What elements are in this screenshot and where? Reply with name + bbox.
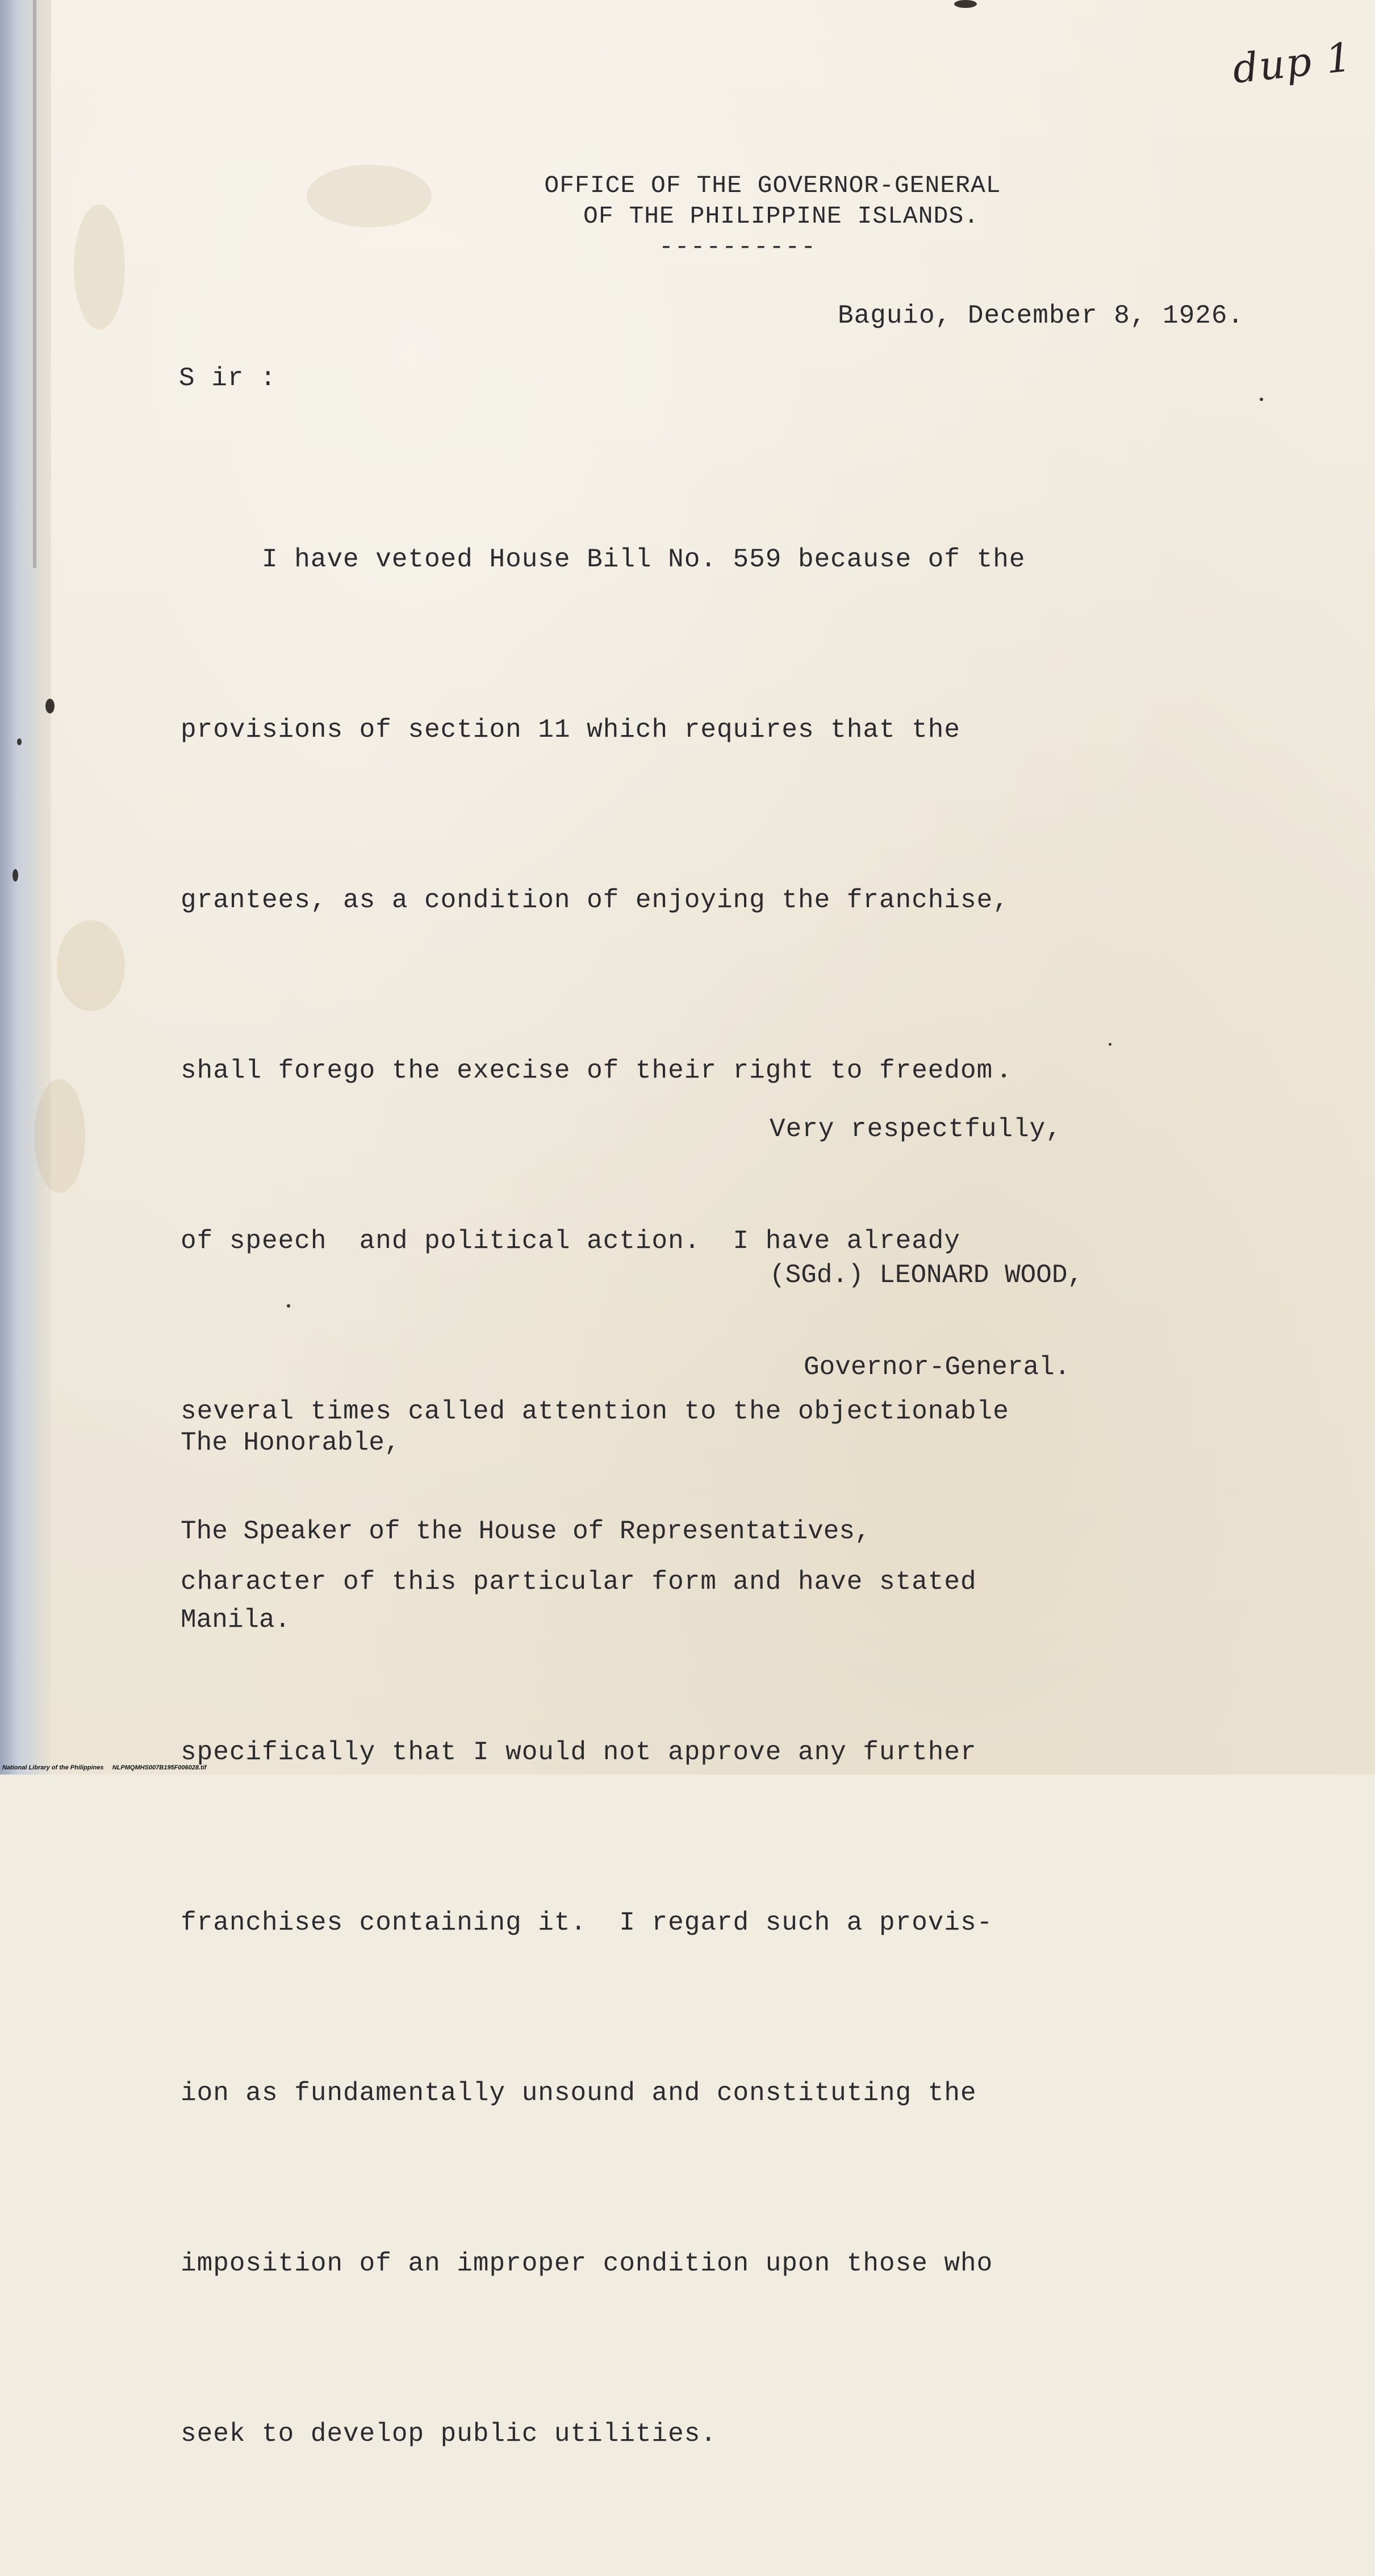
signature-name: (SGd.) LEONARD WOOD, <box>770 1260 1084 1290</box>
addressee-line-1: The Honorable, <box>181 1428 400 1458</box>
body-line: franchises containing it. I regard such a provis- <box>181 1908 993 1938</box>
body-line: I have vetoed House Bill No. 559 because of the <box>181 545 1026 574</box>
letterhead-line-2: OF THE PHILIPPINE ISLANDS. <box>583 202 979 230</box>
archive-footer <box>2 1764 206 1771</box>
letterhead-rule: ---------- <box>659 233 817 261</box>
body-line: character of this particular form and have stated <box>181 1567 977 1597</box>
ink-speck <box>12 869 18 882</box>
body-line: ion as fundamentally unsound and constituting the <box>181 2078 977 2108</box>
letterhead <box>0 170 1375 232</box>
body-line: shall forego the execise of their right to freedom <box>181 1056 993 1085</box>
ink-speck <box>45 699 55 713</box>
ink-speck <box>1109 1043 1111 1046</box>
body-line: imposition of an improper condition upon those who <box>181 2249 993 2278</box>
body-line: specifically that I would not approve any further <box>181 1738 977 1767</box>
addressee-block <box>181 1369 871 1694</box>
ink-speck <box>17 738 22 745</box>
page-edge <box>0 0 51 1775</box>
handwritten-note: dup 1 <box>1230 34 1355 93</box>
page-crease <box>33 0 36 568</box>
closing: Very respectfully, <box>770 1114 1062 1144</box>
body-line: grantees, as a condition of enjoying the franchise, <box>181 886 1009 915</box>
addressee-line-2: The Speaker of the House of Representatives, <box>181 1517 871 1546</box>
paper-stain <box>57 920 125 1011</box>
ink-speck <box>1260 398 1263 401</box>
body-line: provisions of section 11 which requires that the <box>181 715 961 745</box>
letterhead-line-1: OFFICE OF THE GOVERNOR-GENERAL <box>544 172 1001 199</box>
ink-speck <box>954 0 977 8</box>
body-line: several times called attention to the objectionable <box>181 1397 1009 1426</box>
paper-stain <box>34 1079 85 1193</box>
body-line: of speech and political action. I have already <box>181 1226 961 1256</box>
salutation: S ir : <box>179 364 277 393</box>
addressee-line-3: Manila. <box>181 1605 291 1635</box>
footer-file-id: NLPMQMHS007B195F006028.tif <box>112 1764 207 1771</box>
footer-library: National Library of the Philippines <box>2 1764 104 1771</box>
body-line: seek to develop public utilities. <box>181 2419 717 2449</box>
dateline: Baguio, December 8, 1926. <box>838 301 1244 331</box>
signature-title: Governor-General. <box>804 1352 1071 1382</box>
